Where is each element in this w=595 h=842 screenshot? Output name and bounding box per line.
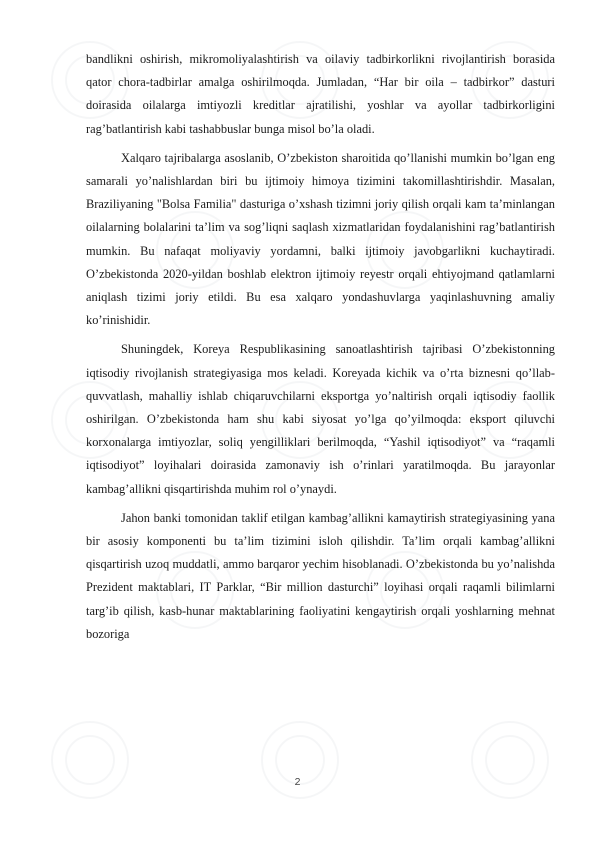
paragraph-continued: bandlikni oshirish, mikromoliyalashtirish va oilaviy tadbirkorlikni rivojlantirish borasida qator chora-tadbirlar amalga oshirilmoqda. Jumladan, “Har bir oila – tadbirkor” dasturi doirasida oilalarga imtiyozli kreditlar ajratilishi, yoshlar va ayollar tadbirkorligini rag’batlantirish kabi tashabbuslar bunga misol bo’la oladi.: [86, 52, 555, 136]
page-number: 2: [294, 776, 301, 788]
paragraph-korea-industrialization: Shuningdek, Koreya Respublikasining sanoatlashtirish tajribasi O’zbekistonning iqtisodiy rivojlanish strategiyasiga mos keladi. Koreyada kichik va o’rta biznesni qo’llab-quvvatlash, mahalliy ishlab chiqaruvchilarni eksportga yo’naltirish orqali iqtisodiy faollik oshirilgan. O’zbekistonda ham shu kabi siyosat yo’lga qo’yilmoqda: eksport qiluvchi korxonalarga imtiyozlar, soliq yengilliklari berilmoqda, “Yashil iqtisodiyot” va “raqamli iqtisodiyot” loyihalari doirasida zamonaviy ish o’rinlari yaratilmoqda. Bu jarayonlar kambag’allikni qisqartirishda muhim rol o’ynaydi.: [86, 342, 555, 496]
paragraph-world-bank-education: Jahon banki tomonidan taklif etilgan kambag’allikni kamaytirish strategiyasining yana bir asosiy komponenti bu ta’lim tizimini isloh qilishdir. Ta’lim orqali kambag’allikni qisqartirish uzoq muddatli, ammo barqaror yechim hisoblanadi. O’zbekistonda bu yo’nalishda Prezident maktablari, IT Parklar, “Bir million dasturchi” loyihasi orqali raqamli bilimlarni targ’ib qilish, kasb-hunar maktablarining faoliyatini kengaytirish orqali yoshlarning mehnat bozoriga: [86, 510, 555, 641]
body-text: [86, 48, 555, 652]
paragraph-international-experience: Xalqaro tajribalarga asoslanib, O’zbekiston sharoitida qo’llanishi mumkin bo’lgan eng samarali yo’nalishlardan biri bu ijtimoiy himoya tizimini takomillashtirishdir. Masalan, Braziliyaning "Bolsa Familia" dasturiga o’xshash tizimni joriy qilish orqali kam ta’minlangan oilalarning bolalarini ta’lim va sog’liqni saqlash xizmatlaridan foydalanishini rag’batlantirish mumkin. Bu nafaqat moliyaviy yordamni, balki ijtimoiy javobgarlikni kuchaytiradi. O’zbekistonda 2020-yildan boshlab elektron ijtimoiy reyestr orqali ehtiyojmand qatlamlarni aniqlash tizimi joriy etildi. Bu esa xalqaro yondashuvlarga yaqinlashuvning amaliy ko’rinishidir.: [86, 150, 555, 328]
